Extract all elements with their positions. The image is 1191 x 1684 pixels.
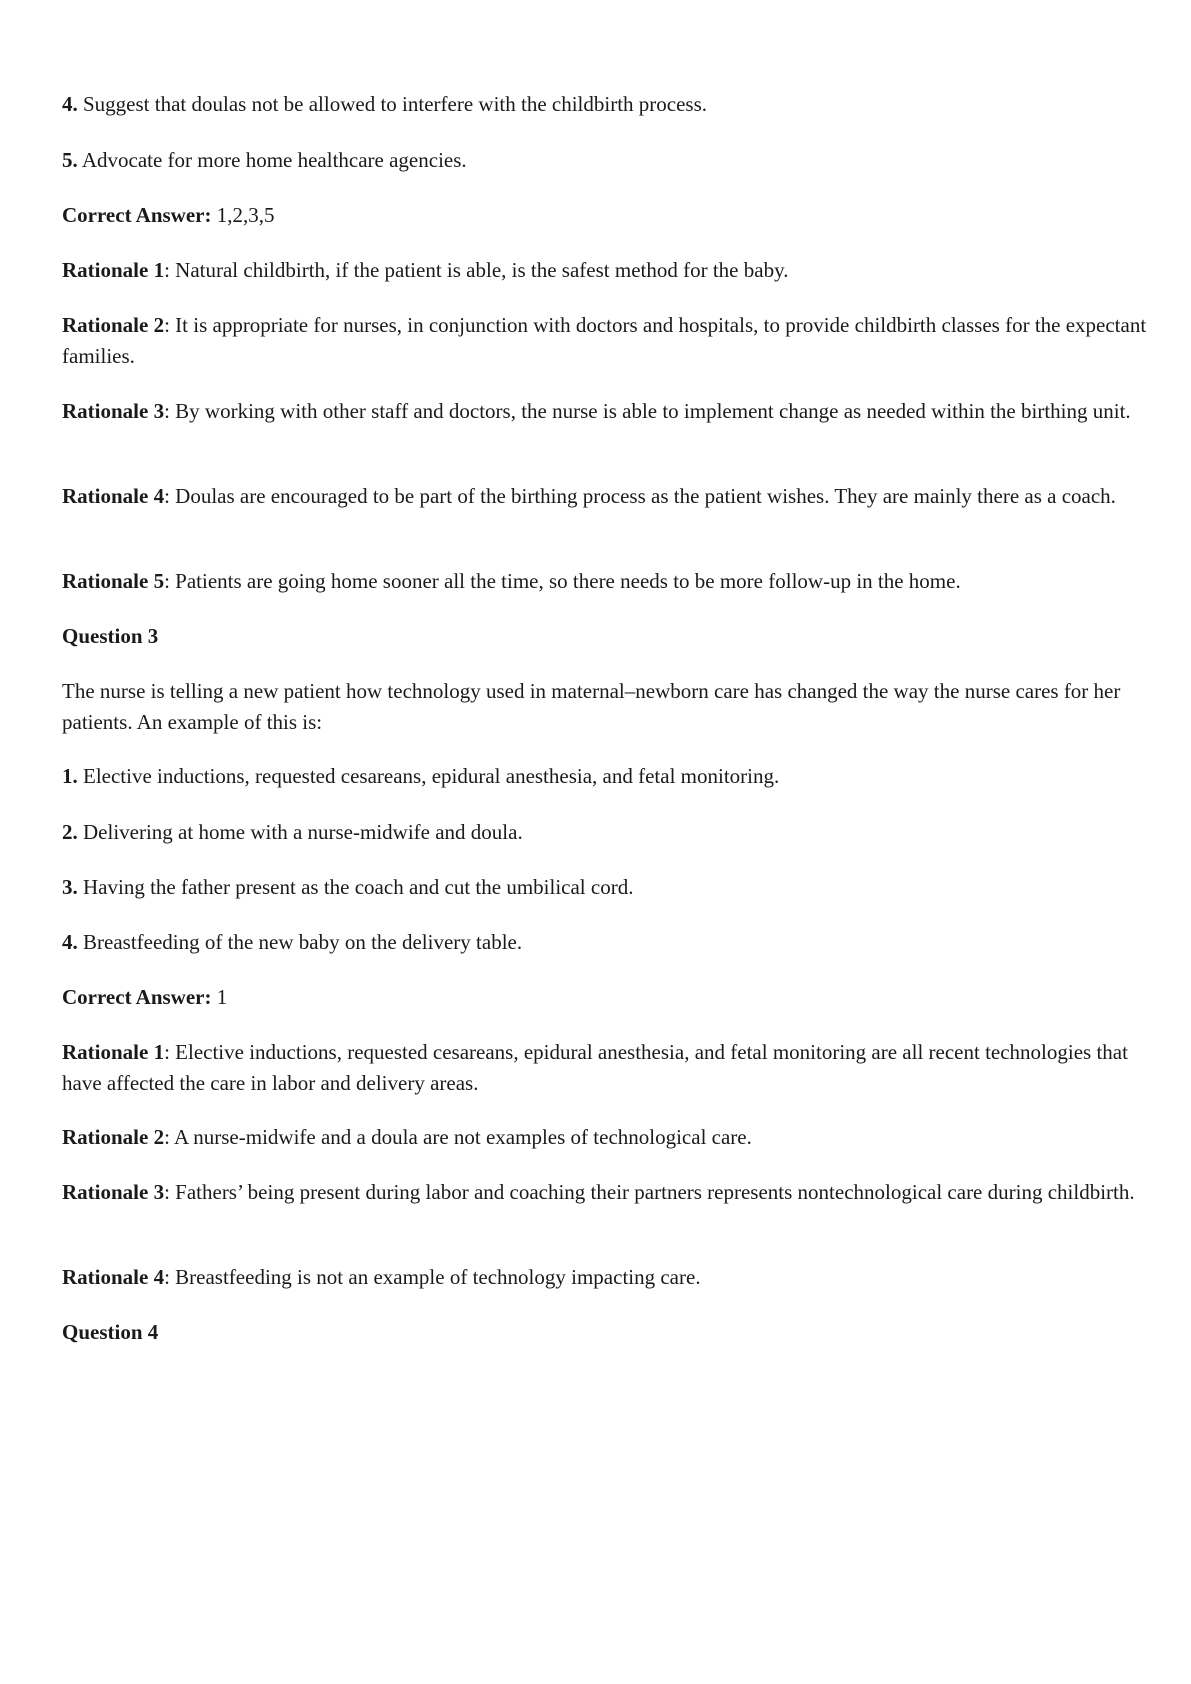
q3-option-4 <box>62 927 1162 958</box>
correct-answer-label: Correct Answer: <box>62 203 212 227</box>
option-4 <box>62 89 1162 120</box>
rationale-label: Rationale 3 <box>62 399 165 423</box>
option-number: 4. <box>62 92 78 116</box>
rationale-label: Rationale 1 <box>62 258 165 282</box>
option-text: Breastfeeding of the new baby on the delivery table. <box>77 930 523 954</box>
option-text: Elective inductions, requested cesareans, epidural anesthesia, and fetal monitoring. <box>77 764 780 788</box>
rationale-label: Rationale 1 <box>62 1040 165 1064</box>
option-number: 1. <box>62 764 78 788</box>
rationale-label: Rationale 4 <box>62 1265 165 1289</box>
rationale-text: : It is appropriate for nurses, in conjunction with doctors and hospitals, to provide childbirth classes for the expectant families. <box>62 313 1147 368</box>
option-5 <box>62 145 1162 176</box>
q3-rationale-2 <box>62 1122 1162 1153</box>
rationale-1 <box>62 255 1162 286</box>
rationale-2 <box>62 310 1162 372</box>
q3-option-1 <box>62 761 1162 792</box>
q3-option-3 <box>62 872 1162 903</box>
question-4-heading: Question 4 <box>62 1320 159 1344</box>
rationale-text: : Breastfeeding is not an example of technology impacting care. <box>164 1265 701 1289</box>
q3-rationale-3 <box>62 1177 1162 1208</box>
rationale-text: : Patients are going home sooner all the time, so there needs to be more follow-up in the home. <box>164 569 961 593</box>
question-3-heading: Question 3 <box>62 624 159 648</box>
rationale-text: : Doulas are encouraged to be part of the birthing process as the patient wishes. They are mainly there as a coach. <box>164 484 1116 508</box>
rationale-label: Rationale 2 <box>62 1125 165 1149</box>
rationale-text: : Elective inductions, requested cesareans, epidural anesthesia, and fetal monitoring are all recent technologies that have affected the care in labor and delivery areas. <box>62 1040 1128 1095</box>
q3-rationale-1 <box>62 1037 1162 1099</box>
question-3-stem: The nurse is telling a new patient how technology used in maternal–newborn care has changed the way the nurse cares for her patients. An example of this is: <box>62 679 1121 734</box>
option-text: Having the father present as the coach and cut the umbilical cord. <box>77 875 634 899</box>
rationale-text: : By working with other staff and doctors, the nurse is able to implement change as needed within the birthing unit. <box>164 399 1131 423</box>
q3-rationale-4 <box>62 1262 1162 1293</box>
rationale-label: Rationale 3 <box>62 1180 165 1204</box>
correct-answer-label: Correct Answer: <box>62 985 212 1009</box>
q3-correct-answer <box>62 982 1162 1013</box>
option-number: 3. <box>62 875 78 899</box>
correct-answer-value: 1,2,3,5 <box>211 203 275 227</box>
rationale-4 <box>62 481 1162 512</box>
rationale-3 <box>62 396 1162 427</box>
option-number: 2. <box>62 820 78 844</box>
option-text: Suggest that doulas not be allowed to interfere with the childbirth process. <box>77 92 708 116</box>
option-text: Delivering at home with a nurse-midwife and doula. <box>77 820 523 844</box>
correct-answer-value: 1 <box>211 985 228 1009</box>
rationale-text: : Natural childbirth, if the patient is able, is the safest method for the baby. <box>164 258 789 282</box>
rationale-text: : A nurse-midwife and a doula are not examples of technological care. <box>164 1125 752 1149</box>
correct-answer <box>62 200 1162 231</box>
rationale-label: Rationale 5 <box>62 569 165 593</box>
rationale-text: : Fathers’ being present during labor and coaching their partners represents nontechnological care during childbirth. <box>164 1180 1135 1204</box>
rationale-5 <box>62 566 1162 597</box>
q3-option-2 <box>62 817 1162 848</box>
rationale-label: Rationale 2 <box>62 313 165 337</box>
rationale-label: Rationale 4 <box>62 484 165 508</box>
option-number: 5. <box>62 148 78 172</box>
option-number: 4. <box>62 930 78 954</box>
option-text: Advocate for more home healthcare agencies. <box>77 148 467 172</box>
